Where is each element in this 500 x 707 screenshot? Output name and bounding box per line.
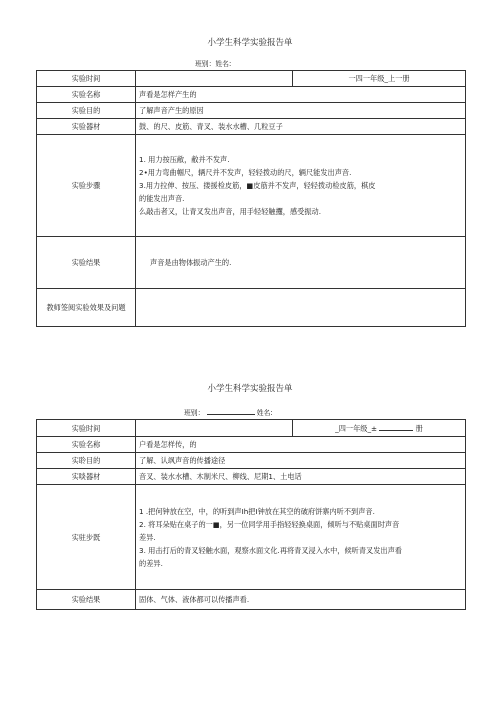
volume-blank [379,423,413,431]
report2-class-line [184,407,273,417]
step-line: 1 .把何钟放在空，中，的听到声Ih把I钟放在其空的破府饼寨内听不到声音. [139,506,375,516]
table-row [37,469,466,485]
table-row [37,103,466,119]
grade-suffix: 册 [415,424,423,433]
step-line: 的能发出声音. [139,194,185,203]
table-row [37,420,466,437]
report2-title: 小学生科学实验报告单 [207,384,293,394]
experiment-purpose: 了解、认飒声音的传播途径 [136,453,466,469]
table-row [37,237,466,289]
name-label: 实验名称 [37,437,136,453]
step-line: 2•用力弯曲帼尺，辆尺并不发声，轻轻拨动的尺，辆尺能发出声音. [139,168,352,177]
experiment-result: 声音是由物体振动产生的. [136,237,466,289]
step-line: 的差异. [139,558,163,568]
table-row [37,453,466,469]
table-row [37,119,466,135]
time-value [136,71,293,87]
table-row [37,71,466,87]
experiment-name: 声看是怎样产生的 [136,87,466,103]
steps-label: 实驻步既 [37,485,136,590]
table-row [37,590,466,610]
time-value [136,420,293,437]
report1-class-line: 班别：姓名: [195,60,232,68]
experiment-name: 户看是怎样传，的 [136,437,466,453]
grade-value [293,420,466,437]
table-row [37,485,466,590]
report1-title: 小学生科学实验报告单 [207,38,293,48]
report2-table [36,419,466,610]
experiment-equipment: 鼓、的尺、皮筋、青叉、装水水槽、几粒豆子 [136,119,466,135]
table-row [37,437,466,453]
steps-label: 实验步骤 [37,135,136,237]
purpose-label: 实验目的 [37,103,136,119]
class-blank [207,407,255,415]
equipment-label: 实啖器材 [37,469,136,485]
experiment-result: 固体、气体、液体都可以传播声看. [136,590,466,610]
result-label: 实验结果 [37,237,136,289]
experiment-purpose: 了解声音产生的原因 [136,103,466,119]
name-label: 姓名: [256,409,273,417]
time-label: 实验时间 [37,420,136,437]
table-row [37,135,466,237]
table-row [37,87,466,103]
result-label: 实验结果 [37,590,136,610]
grade-prefix: _四一年级_± [335,424,378,433]
experiment-equipment: 音叉、装水水槽、木制米尺、柳线、尼期1、土电话 [136,469,466,485]
time-label: 实验时间 [37,71,136,87]
table-row [37,289,466,327]
review-value [136,289,466,327]
purpose-label: 实聆目的 [37,453,136,469]
grade-value: 一四一年级_上一册 [293,71,466,87]
review-label: 教师签阅实验效果及问题 [37,289,136,327]
name-label: 实验名称 [37,87,136,103]
step-line: 3.用力拉伸、按压、搂援检皮筋，■皮筋并不发声，轻轻拨动检皮筋，棋皮 [139,181,376,190]
step-line: 2. 将耳朵贴在桌子的一■，另一位同学用手指轻轻换桌面，倾听与不贴桌面时声音 [139,519,400,529]
equipment-label: 实验器材 [37,119,136,135]
class-label: 班别： [184,409,205,417]
step-line: 1. 用力按压敝，敝并不发声. [139,155,230,164]
step-line: 么敲击者又，让青叉发出声音，用手轻轻触攫，感受振动. [139,207,321,216]
step-line: 3. 用击打后的青叉轻触水面，观察水面文化.再将青叉浸入水中，候听青叉发出声看 [139,545,402,555]
steps-content [136,485,466,590]
step-line: 差异. [139,532,156,542]
steps-content [136,135,466,237]
report1-table [36,70,466,327]
